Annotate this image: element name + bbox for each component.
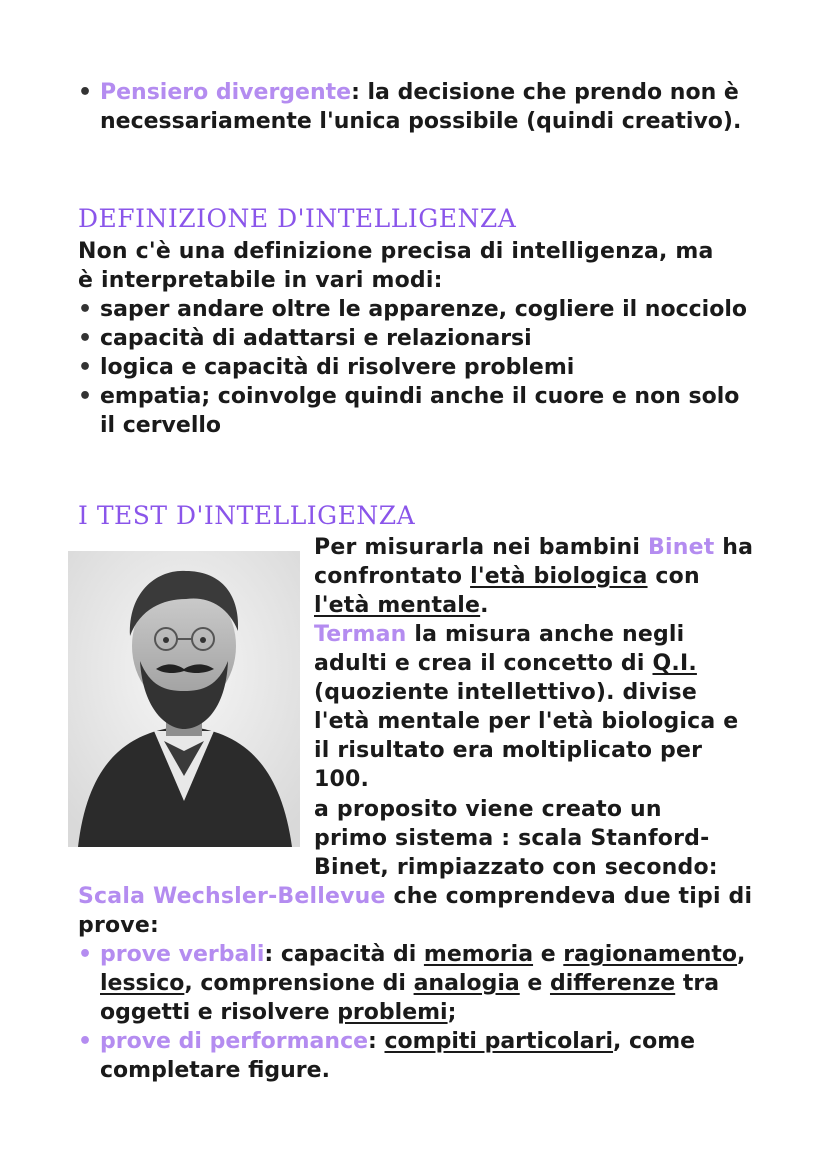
text-span: (quoziente intellettivo). divise l'età mentale per l'età biologica e il risultato era moltiplicato per 100. <box>314 680 739 792</box>
text-span: Per misurarla nei bambini <box>314 535 649 560</box>
underlined-term: memoria <box>423 942 534 967</box>
underlined-term: l'età mentale <box>314 593 481 618</box>
underlined-term: compiti particolari <box>384 1029 614 1054</box>
text-span: e <box>519 971 550 996</box>
binet-paragraph <box>314 533 754 620</box>
portrait-photo-icon <box>68 551 300 847</box>
text-span: tra oggetti e risolvere <box>100 971 720 1025</box>
name-wechsler-scale: Scala Wechsler-Bellevue <box>78 884 386 909</box>
list-item <box>78 1027 768 1085</box>
intro-list <box>78 78 768 136</box>
text-span: che comprendeva due tipi di prove: <box>78 884 753 938</box>
terman-paragraph <box>314 620 754 794</box>
tests-heading: I TEST D'INTELLIGENZA <box>78 501 416 530</box>
list-item <box>78 78 768 136</box>
text-span: a proposito viene creato un primo sistema : scala Stanford-Binet, rimpiazzato con secondo: <box>314 797 718 880</box>
label-performance: prove di performance <box>100 1029 369 1054</box>
portrait-drawing <box>68 551 300 847</box>
list-item: • logica e capacità di risolvere problemi <box>78 353 758 382</box>
text-span: ha confrontato <box>314 535 754 589</box>
text-span: : capacità di <box>264 942 424 967</box>
underlined-term: differenze <box>549 971 676 996</box>
text-span: con <box>647 564 700 589</box>
text-span: , comprensione di <box>184 971 414 996</box>
scale-paragraph-a <box>314 795 734 882</box>
list-item: • empatia; coinvolge quindi anche il cuore e non solo il cervello <box>78 382 758 440</box>
underlined-term: Q.I. <box>652 651 697 676</box>
text-span: e <box>533 942 564 967</box>
text-span: . <box>480 593 489 618</box>
term-definition: : la decisione che prendo non è necessariamente l'unica possibile (quindi creativo). <box>100 80 742 134</box>
text-span: , come completare figure. <box>100 1029 696 1083</box>
prove-list <box>78 940 768 1085</box>
text-span: : <box>368 1029 385 1054</box>
label-verbal: prove verbali <box>100 942 265 967</box>
list-item: • saper andare oltre le apparenze, cogliere il nocciolo <box>78 295 758 324</box>
underlined-term: analogia <box>413 971 520 996</box>
underlined-term: ragionamento <box>563 942 738 967</box>
definition-list <box>78 295 758 440</box>
text-span: , <box>737 942 746 967</box>
name-binet: Binet <box>648 535 715 560</box>
definition-intro: Non c'è una definizione precisa di intelligenza, ma è interpretabile in vari modi: <box>78 239 714 293</box>
scale-paragraph-b <box>78 882 758 940</box>
underlined-term: lessico <box>100 971 185 996</box>
text-span: ; <box>447 1000 457 1025</box>
term-divergent: Pensiero divergente <box>100 80 352 105</box>
underlined-term: l'età biologica <box>470 564 648 589</box>
underlined-term: problemi <box>337 1000 448 1025</box>
list-item: • capacità di adattarsi e relazionarsi <box>78 324 758 353</box>
definition-heading: DEFINIZIONE D'INTELLIGENZA <box>78 204 517 233</box>
text-span: la misura anche negli adulti e crea il concetto di <box>314 622 685 676</box>
name-terman: Terman <box>314 622 407 647</box>
list-item <box>78 940 768 1027</box>
